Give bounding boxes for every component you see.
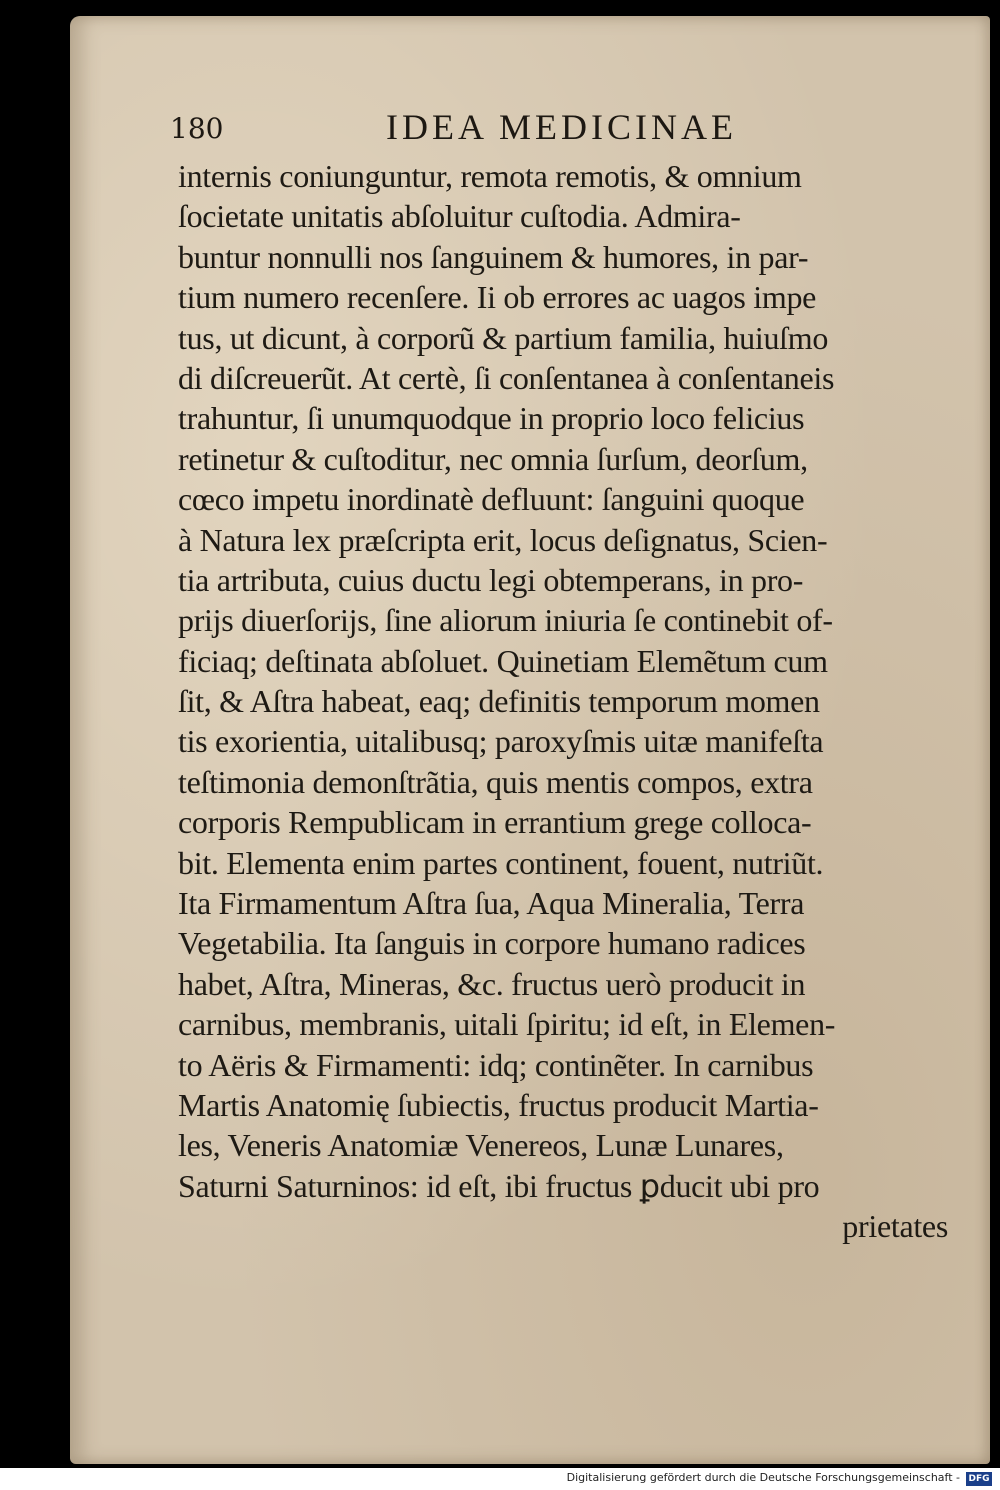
running-head: IDEA MEDICINAE [386,107,737,147]
text-line: à Natura lex præſcripta erit, locus deſignatus, Scien- [178,521,828,558]
text-line: buntur nonnulli nos ſanguinem & humores, in par- [178,238,809,275]
text-line: les, Veneris Anatomiæ Venereos, Lunæ Lunares, [178,1127,784,1164]
text-line: Martis Anatomię ſubiectis, fructus producit Martia- [178,1086,819,1123]
text-line: cœco impetu inordinatè defluunt: ſanguini quoque [178,481,805,518]
text-line: carnibus, membranis, uitali ſpiritu; id eſt, in Elemen- [178,1006,836,1043]
text-line: ſit, & Aſtra habeat, eaq; definitis temporum momen [178,683,820,720]
text-line: tus, ut dicunt, à corporũ & partium familia, huiuſmo [178,319,829,356]
text-line: ſocietate unitatis abſoluitur cuſtodia. Admira- [178,198,741,235]
text-line: bit. Elementa enim partes continent, fouent, nutriũt. [178,844,824,881]
digitization-footer [0,1468,1000,1490]
text-line: tium numero recenſere. Ii ob errores ac uagos impe [178,279,817,316]
text-line: internis coniunguntur, remota remotis, & omnium [178,158,802,194]
text-line: di diſcreuerũt. At certè, ſi conſentanea à conſentaneis [178,359,835,396]
text-line: ficiaq; deſtinata abſoluet. Quinetiam Elemẽtum cum [178,642,828,679]
text-line: tia artributa, cuius ductu legi obtemperans, in pro- [178,561,804,598]
text-line: habet, Aſtra, Mineras, &c. fructus uerò producit in [178,965,806,1002]
catchword: prietates [842,1208,948,1245]
text-line: Saturni Saturninos: id eſt, ibi fructus ꝑducit ubi pro [178,1167,820,1204]
text-line: teſtimonia demonſtrãtia, quis mentis compos, extra [178,763,813,800]
text-line: retinetur & cuſtoditur, nec omnia ſurſum, deorſum, [178,440,808,477]
text-line: corporis Rempublicam in errantium grege colloca- [178,804,812,841]
text-line: to Aëris & Firmamenti: idq; continẽter. In carnibus [178,1046,814,1083]
text-line: Vegetabilia. Ita ſanguis in corpore humano radices [178,925,806,962]
text-line: tis exorientia, uitalibusq; paroxyſmis uitæ manifeſta [178,723,824,760]
text-line: prijs diuerſorijs, ſine aliorum iniuria ſe continebit of- [178,602,833,639]
page-number: 180 [170,112,224,145]
text-line: trahuntur, ſi unumquodque in proprio loco felicius [178,400,805,437]
dfg-logo-icon: DFG [966,1472,992,1486]
body-text [178,156,968,1247]
text-line: Ita Firmamentum Aſtra ſua, Aqua Mineralia, Terra [178,885,805,922]
funding-credit: Digitalisierung gefördert durch die Deutsche Forschungsgemeinschaft - [566,1471,960,1484]
